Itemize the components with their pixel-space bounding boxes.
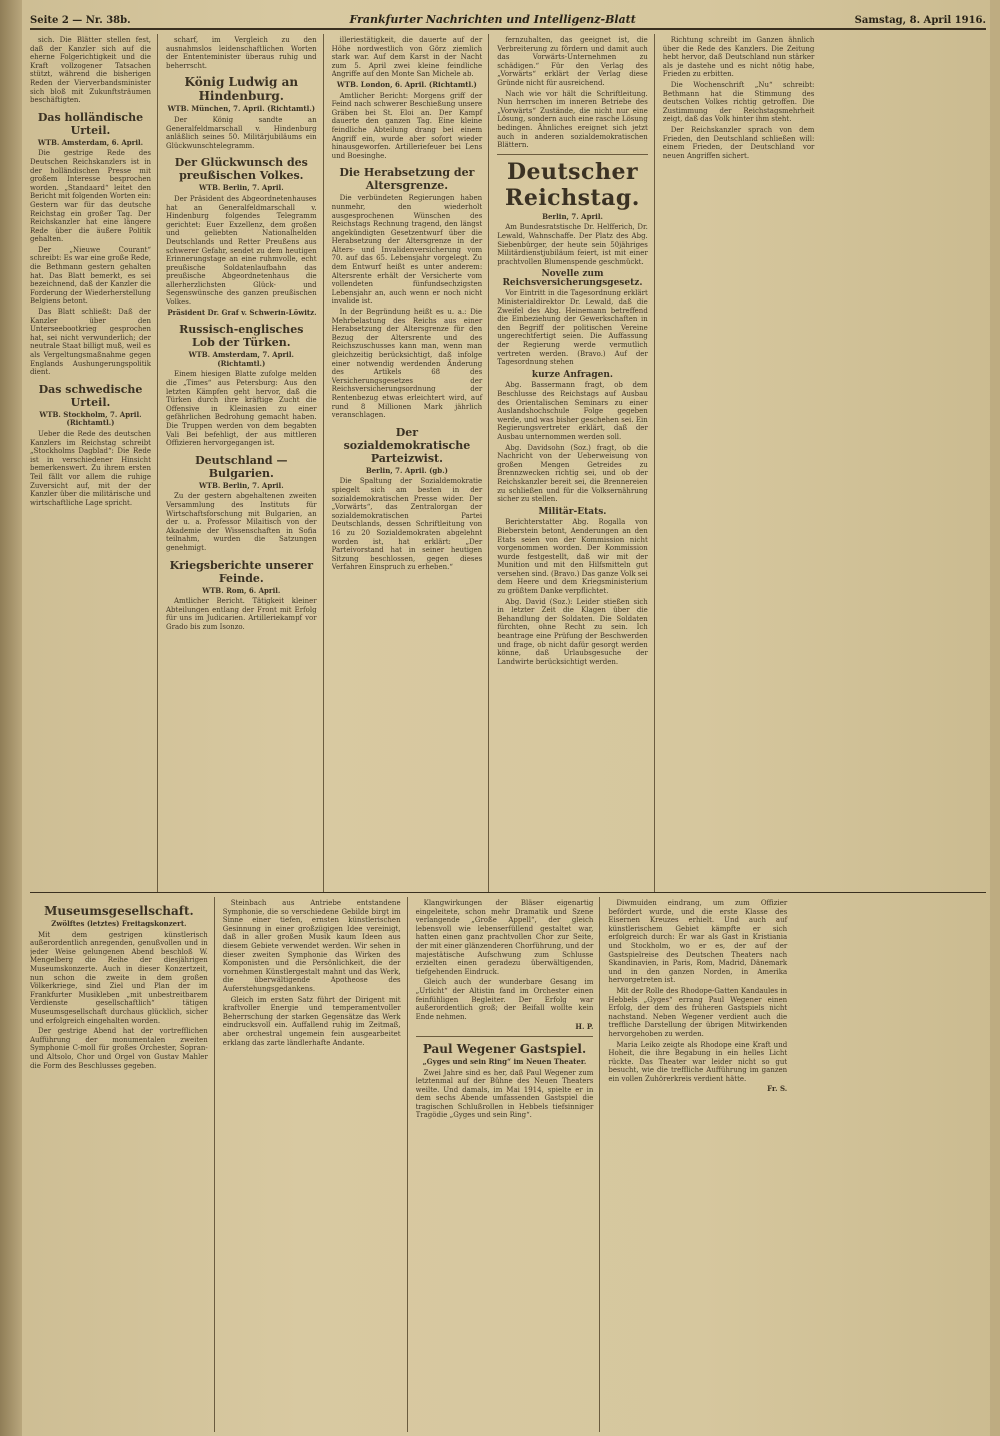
paragraph: illeriestätigkeit, die dauerte auf der Höhe nordwestlich von Görz ziemlich stark war. Auf dem Karst in der Nacht zum 5. April zwei kleine feindliche Angriffe auf den Monte San Michele ab. — [331, 36, 483, 79]
dateline: WTB. London, 6. April. (Richtamtl.) — [336, 79, 477, 89]
article-headline: Der Glückwunsch des preußischen Volkes. — [174, 156, 308, 183]
paragraph: Abg. Bassermann fragt, ob dem Beschlusse des Reichstags auf Ausbau des Orientalischen Seminars zu einer Auslandshochschule Folge gegeben werde, und was bisher geschehen sei. Ein Regierungsvertreter erklärt, daß der Ausbau unternommen werden soll. — [497, 381, 648, 441]
paragraph: Zwei Jahre sind es her, daß Paul Wegener zum letztenmal auf der Bühne des Neuen Theaters weilte. Und damals, im Mai 1914, spielte er in dem sechs Abende umfassenden Gastspiel die tragischen Schlußrollen in Hebbels tiefsinniger Tragödie „Gyges und sein Ring“. — [415, 1068, 594, 1120]
paragraph: fernzuhalten, das geeignet ist, die Verbreiterung zu fördern und damit auch das Vorwärts-Unternehmen zu schädigen.“ Für den Verlag des „Vorwärts“ erklärt der Verlag diese Gründe nicht für ausreichend. — [497, 36, 648, 87]
paragraph: Nach wie vor hält die Schriftleitung. Nun herrschen im inneren Betriebe des „Vorwärts“ Zustände, die nicht nur eine Lösung, sondern auch eine rasche Lösung bedingen. Ähnliches ereignet sich jetzt auch in anderen sozialdemokratischen Blättern. — [497, 89, 648, 150]
dateline: WTB. Rom, 6. April. — [202, 585, 281, 595]
paragraph: Die gestrige Rede des Deutschen Reichskanzlers ist in der holländischen Presse mit großem Interesse besprochen worden. „Standaard“ leitet den Bericht mit folgenden Worten ein: Gestern war für das deutsche Reichstag ein großer Tag. Der Reichskanzler hat eine längere Rede über die äußere Politik gehalten. — [30, 149, 152, 244]
column-2 — [166, 34, 324, 892]
paragraph: Die Spaltung der Sozialdemokratie spiegelt sich am besten in der sozialdemokratischen Presse wider. Der „Vorwärts“, das Zentralorgan der sozialdemokratischen Partei Deutschlands, dessen Schriftleitung von 16 zu 20 Sozialdemokraten abgelehnt worden ist, hat erklärt: „Der Parteivorstand hat in seiner heutigen Sitzung beschlossen, gegen dieses Verfahren Einspruch zu erheben.“ — [331, 477, 483, 572]
paragraph: scharf, im Vergleich zu den ausnahmslos leidenschaftlichen Worten der Ententeminister überaus ruhig und beherrscht. — [166, 36, 317, 70]
paragraph: Der König sandte an Generalfeldmarschall v. Hindenburg anläßlich seines 50. Militärjubiläums ein Glückwunschtelegramm. — [166, 115, 317, 150]
column-5 — [663, 34, 821, 892]
article-headline: Kriegsberichte unserer Feinde. — [169, 558, 314, 585]
dateline: WTB. Amsterdam, 6. April. — [37, 137, 144, 147]
top-section — [30, 34, 986, 893]
paragraph: Gleich im ersten Satz führt der Dirigent mit kraftvoller Energie und temperamentvoller Beherrschung der starken Gegensätze das Werk eindrucksvoll ein. Auffallend ruhig im Zeitmaß, aber orchestral ungemein fein ausgearbeitet erklang das zarte ländlerhafte Andante. — [222, 995, 401, 1047]
paragraph: Die verbündeten Regierungen haben nunmehr, den wiederholt ausgesprochenen Wünschen des Reichstags Rechnung tragend, den längst angekündigten Gesetzentwurf über die Herabsetzung der Altersgrenze in der Alters- und Invalidenversicherung vom 70. auf das 65. Lebensjahr vorgelegt. Zu dem Entwurf heißt es unter anderem: Altersrente erhält der Versicherte vom vollendeten fünfundsechzigsten Lebensjahr an, auch wenn er noch nicht invalide ist. — [331, 194, 483, 306]
bottom-column-1 — [30, 897, 215, 1432]
paragraph: Zu der gestern abgehaltenen zweiten Versammlung des Instituts für Wirtschaftsforschung mit Bulgarien, an der u. a. Professor Milaitisch von der Akademie der Wissenschaften in Sofia teilnahm, wurden die Satzungen genehmigt. — [166, 492, 317, 552]
paragraph: Abg. David (Soz.): Leider stießen sich in letzter Zeit die Klagen über die Behandlung der Soldaten. Die Soldaten fürchten, ohne Recht zu sein. Ich beantrage eine Prüfung der Beschwerden und frage, ob nicht dafür gesorgt werden könne, daß Urlaubsgesuche der Landwirte berücksichtigt werden. — [497, 597, 648, 666]
subsection-title: Militär-Etats. — [538, 506, 607, 517]
author-initials: H. P. — [575, 1022, 594, 1032]
paragraph: Am Bundesratstische Dr. Helfferich, Dr. Lewald, Wahnschaffe. Der Platz des Abg. Siebenbürger, der heute sein 50jähriges Militärdienstjubiläum feiert, ist mit einer prachtvollen Blumenspende geschmückt. — [497, 223, 648, 266]
article-headline: Das holländische Urteil. — [37, 110, 144, 137]
paragraph: Der Reichskanzler sprach von dem Frieden, den Deutschland schließen will: einem Frieden, der Deutschland vor neuen Angriffen sichert. — [662, 125, 815, 160]
signature: Präsident Dr. Graf v. Schwerin-Löwitz. — [167, 307, 317, 317]
paragraph: sich. Die Blätter stellen fest, daß der Kanzler sich auf die eherne Folgerichtigkeit und die Kraft vollzogener Tatsachen stützt, während die bisherigen Reden der Vierverbandsminister sich bloß mit Zukunftsträumen beschäftigten. — [30, 36, 151, 105]
dateline: Berlin, 7. April. (gb.) — [365, 465, 448, 475]
paragraph: Richtung schreibt im Ganzen ähnlich über die Rede des Kanzlers. Die Zeitung hebt hervor, daß Deutschland nun stärker als je dastehe und es nicht nötig habe, Frieden zu erbitten. — [662, 36, 815, 79]
article-headline: König Ludwig an Hindenburg. — [184, 75, 299, 104]
paragraph: Abg. Davidsohn (Soz.) fragt, ob die Nachricht von der Ueberweisung von großen Mengen Getreides zu Brennzwecken richtig sei, und ob der Reichskanzler bereit sei, die Brennereien zu schließen und für die Volksernährung sicher zu stellen. — [497, 443, 648, 504]
dateline: WTB. Stockholm, 7. April. (Richtamtl.) — [39, 409, 142, 428]
article-subtitle: Zwölftes (letztes) Freitagskonzert. — [51, 919, 187, 928]
paragraph: Steinbach aus Antriebe entstandene Symphonie, die so verschiedene Gebilde birgt im Sinne einer tiefen, ernsten künstlerischen Gesinnung in einer großzügigen Idee vereinigt, daß in aller großen Musik kaum Ideen aus diesem Gebiete verwendet werden. Wir sehen in dieser zweiten Symphonie das Wirken des Komponisten und die Persönlichkeit, die der vornehmen Künstlergestalt mahnt und das Werk, die überwältigende Apotheose des Auferstehungsgedankens. — [222, 899, 401, 993]
dateline: Berlin, 7. April. — [542, 211, 603, 221]
article-headline: Die Herabsetzung der Altersgrenze. — [339, 166, 475, 193]
dateline: WTB. München, 7. April. (Richtamtl.) — [167, 104, 316, 114]
subsection-title: Novelle zum Reichsversicherungsgesetz. — [502, 269, 643, 288]
divider — [416, 1036, 594, 1037]
paragraph: Amtlicher Bericht: Morgens griff der Feind nach schwerer Beschießung unsere Gräben bei St. Eloi an. Der Kampf dauerte den ganzen Tag. Eine kleine feindliche Abteilung drang bei einem Angriff ein, wurde aber sofort wieder hinausgeworfen. Artilleriefeuer bei Lens und Boesinghe. — [331, 91, 483, 160]
paragraph: Diwmuiden eindrang, um zum Offizier befördert wurde, und die erste Klasse des Eisernen Kreuzes erhielt. Und auch auf künstlerischem Gebiet kämpfte er sich erfolgreich durch: Er war als Gast in Kristiania und Stockholm, wo er es, der auf der Gastspielreise des Deutschen Theaters nach Skandinavien, in Paris, Rom, Madrid, Dänemark und in den ganzen Norden, in Amerika hervorgetreten ist. — [608, 899, 788, 985]
section-title: Deutscher Reichstag. — [505, 158, 640, 211]
dateline: WTB. Berlin, 7. April. — [198, 480, 284, 490]
dateline: WTB. Amsterdam, 7. April. (Richtamtl.) — [188, 350, 294, 368]
bottom-column-4 — [608, 897, 793, 1432]
paragraph: Klangwirkungen der Bläser eigenartig eingeleitete, schon mehr Dramatik und Szene verlangende „Große Appell“, der gleich lebensvoll wie lebenserfüllend gestaltet war, hatten einen ganz prachtvollen Chor zur Seite, der mit einer glänzenderen Chorführung, und der majestätische Aufschwung zum Schlusse erzielten einen geradezu überwältigenden, tiefgehenden Eindruck. — [415, 899, 594, 976]
page-right-edge — [990, 0, 1000, 1436]
paragraph: Ueber die Rede des deutschen Kanzlers im Reichstag schreibt „Stockholms Dagblad“: Die Rede ist in verschiedener Hinsicht bemerkenswert. Zu ihrem ersten Teil fällt vor allem die ruhige Zuversicht auf, mit der der Kanzler über die militärische und wirtschaftliche Lage spricht. — [30, 429, 151, 507]
paragraph: Mit dem gestrigen künstlerisch außerordentlich anregenden, genußvollen und in jeder Weise gelungenen Abend beschloß W. Mengelberg die Reihe der diesjährigen Museumskonzerte. Auch in dieser Konzertzeit, nun schon die zweite in dem großen Völkerkriege, sind Ziel und Plan der im Frankfurter Musikleben „mit unbestreitbarem Verdienste gesellschaftlich“ tätigen Museumsgesellschaft durchaus glücklich, sicher und erfolgreich eingehalten worden. — [30, 930, 208, 1025]
page-binding-edge — [0, 0, 22, 1436]
article-headline: Das schwedische Urteil. — [38, 382, 143, 409]
paragraph: Maria Leiko zeigte als Rhodope eine Kraft und Hoheit, die ihre Begabung in ein helles Licht rückte. Das Theater war leider nicht so gut besucht, wie die treffliche Aufführung im ganzen ein vollen Zuhörerkreis verdient hätte. — [608, 1040, 788, 1083]
paragraph: Vor Eintritt in die Tagesordnung erklärt Ministerialdirektor Dr. Lewald, daß die Zweifel des Abg. Heinemann betreffend die Einbeziehung der Gewerkschaften in den Begriff der politischen Vereine ungerechtfertigt seien. Die Auffassung der Regierung werde vermutlich vertreten werden. (Bravo.) Auf der Tagesordnung stehen — [497, 289, 648, 367]
column-4 — [497, 34, 655, 892]
article-headline: Paul Wegener Gastspiel. — [422, 1041, 587, 1056]
column-3 — [332, 34, 490, 892]
author-initials: Fr. S. — [767, 1084, 788, 1094]
paragraph: Mit der Rolle des Rhodope-Gatten Kandaules in Hebbels „Gyges“ errang Paul Wegener einen Erfolg, der dem des früheren Gastspiels nicht nachstand. Neben Wegener verdient auch die treffliche Darstellung der übrigen Mitwirkenden hervorgehoben zu werden. — [608, 986, 788, 1038]
bottom-column-2 — [223, 897, 408, 1432]
article-headline: Russisch-englisches Lob der Türken. — [179, 323, 304, 350]
masthead: Frankfurter Nachrichten und Intelligenz-Blatt — [349, 13, 636, 26]
dateline: WTB. Berlin, 7. April. — [198, 183, 284, 193]
article-headline: Der sozialdemokratische Parteizwist. — [343, 425, 471, 465]
subsection-title: kurze Anfragen. — [531, 369, 614, 380]
feuilleton-section — [30, 897, 986, 1432]
article-subtitle: „Gyges und sein Ring“ im Neuen Theater. — [422, 1056, 587, 1066]
paragraph: Der gestrige Abend hat der vortrefflichen Aufführung der monumentalen zweiten Symphonie C-moll für großes Orchester, Sopran- und Altsolo, Chor und Orgel von Gustav Mahler die Form des Beschlusses gegeben. — [30, 1027, 208, 1070]
paragraph: Das Blatt schließt: Daß der Kanzler über den Unterseebootkrieg gesprochen hat, sei nicht verwunderlich; der neutrale Staat billigt muß, weil es als Vergeltungsmaßnahme gegen Englands Aushungerungspolitik dient. — [30, 308, 151, 377]
page-header — [30, 10, 986, 30]
page-number: Seite 2 — Nr. 38b. — [30, 15, 131, 26]
bottom-column-3 — [416, 897, 601, 1432]
issue-date: Samstag, 8. April 1916. — [854, 15, 986, 26]
divider — [497, 154, 648, 155]
paragraph: Einem hiesigen Blatte zufolge melden die „Times“ aus Petersburg: Aus den letzten Kämpfen geht hervor, daß die Türken durch ihre kräftige Zucht die Offensive in Kleinasien zu einer gefährlichen Bedrohung gemacht haben. Die Truppen werden von dem begabten Vali Bei befehligt, der aus mittleren Offizieren hervorgegangen ist. — [166, 370, 317, 448]
paragraph: Amtlicher Bericht. Tätigkeit kleiner Abteilungen entlang der Front mit Erfolg für uns im Judicarien. Artilleriekampf vor Grado bis zum Isonzo. — [166, 597, 317, 631]
paragraph: Der Präsident des Abgeordnetenhauses hat an Generalfeldmarschall v. Hindenburg folgendes Telegramm gerichtet: Euer Exzellenz, dem großen und geliebten Nationalhelden Deutschlands und Retter Preußens aus schwerer Gefahr, sendet zu dem heutigen Erinnerungstage an eine ruhmvolle, echt preußische Soldatenlaufbahn das preußische Abgeordnetenhaus die allerherzlichsten Glück- und Segenswünsche des ganzen preußischen Volkes. — [166, 194, 317, 307]
article-headline: Museumsgesellschaft. — [44, 904, 194, 918]
paragraph: Berichterstatter Abg. Rogalla von Bieberstein betont, Aenderungen an den Etats seien von der Kommission nicht vorgenommen worden. Der Kommission wurde festgestellt, daß wir mit der Munition und mit den Hilfsmitteln gut versehen sind. (Bravo.) Das ganze Volk sei dem Heere und dem Kriegsministerium zu größtem Danke verpflichtet. — [497, 518, 648, 596]
paragraph: Gleich auch der wunderbare Gesang im „Urlicht“ der Altistin fand im Orchester einen feinfühligen Begleiter. Der Erfolg war außerordentlich groß; der Beifall wollte kein Ende nehmen. — [415, 978, 594, 1021]
paragraph: Der „Nieuwe Courant“ schreibt: Es war eine große Rede, die Bethmann gestern gehalten hat. Das Blatt bemerkt, es sei bezeichnend, daß der Kanzler die Forderung der Wiederherstellung Belgiens betont. — [30, 245, 151, 306]
paragraph: In der Begründung heißt es u. a.: Die Mehrbelastung des Reichs aus einer Herabsetzung der Altersgrenze für den Bezug der Altersrente und des Reichszuschusses kann man, wenn man gleichzeitig berücksichtigt, daß infolge einer notwendig werdenden Änderung des Artikels 68 des Versicherungsgesetzes der Reichsversicherungsordnung der Rentenbezug etwas erleichtert wird, auf rund 8 Millionen Mark jährlich veranschlagen. — [331, 308, 483, 420]
article-headline: Deutschland — Bulgarien. — [195, 453, 288, 480]
column-1 — [30, 34, 158, 892]
paragraph: Die Wochenschrift „Nu“ schreibt: Bethmann hat die Stimmung des deutschen Volkes richtig getroffen. Die Zustimmung der Reichstagsmehrheit zeigt, daß das Volk hinter ihm steht. — [662, 80, 815, 124]
